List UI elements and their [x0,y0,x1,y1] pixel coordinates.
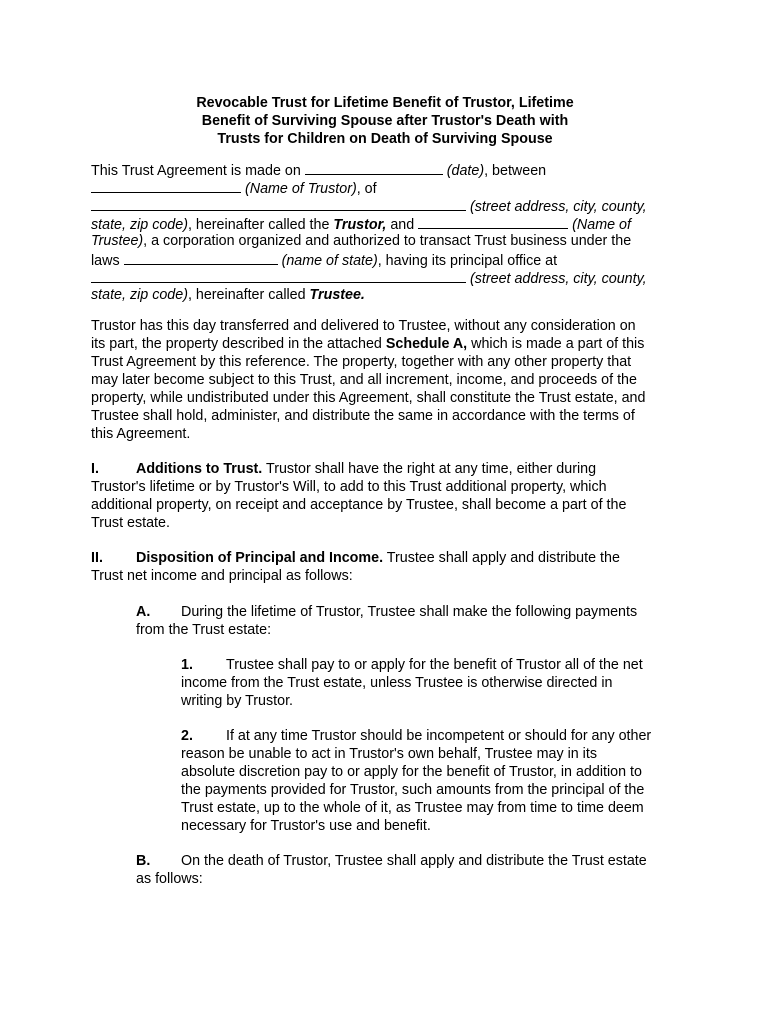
date-blank[interactable] [305,160,443,175]
intro-line-6: laws (name of state), having its principal office at [91,250,557,270]
section1-line-4: Trust estate. [91,515,170,531]
section1-line-3: additional property, on receipt and acceptance by Trustee, shall become a part of the [91,497,627,513]
para2-line-1: Trustor has this day transferred and delivered to Trustee, without any consideration on [91,318,636,334]
subB-line-2: as follows: [136,871,203,887]
subA-line-2: from the Trust estate: [136,622,272,638]
subB-line-1: B. On the death of Trustor, Trustee shall apply and distribute the Trust estate [136,853,647,869]
section1-line-2: Trustor's lifetime or by Trustor's Will, to add to this Trust additional property, which [91,479,607,495]
item2-line-5: Trust estate, up to the whole of it, as Trustee may from time to time deem [181,800,644,816]
trustee-name-blank[interactable] [418,214,568,229]
item2-line-4: the payments provided for Trustor, such amounts from the principal of the [181,782,645,798]
section2-line-1: II. Disposition of Principal and Income. Trustee shall apply and distribute the [91,550,620,566]
section2-line-2: Trust net income and principal as follows: [91,568,353,584]
item2-line-1: 2. If at any time Trustor should be incompetent or should for any other [181,728,652,744]
item2-line-6: necessary for Trustor's use and benefit. [181,818,431,834]
para2-line-6: Trustee shall hold, administer, and distribute the same in accordance with the terms of [91,408,635,424]
item1-line-2: income from the Trust estate, unless Trustee is otherwise directed in [181,675,613,691]
subA-line-1: A. During the lifetime of Trustor, Trustee shall make the following payments [136,604,638,620]
trustor-address-blank[interactable] [91,196,466,211]
trustee-address-blank[interactable] [91,268,466,283]
intro-line-7: (street address, city, county, [91,268,647,288]
title-line-3: Trusts for Children on Death of Surviving Spouse [217,131,553,147]
intro-line-3: (street address, city, county, [91,196,647,216]
intro-line-1: This Trust Agreement is made on (date), between [91,160,546,180]
item1-line-3: writing by Trustor. [181,693,294,709]
title-line-1: Revocable Trust for Lifetime Benefit of Trustor, Lifetime [196,95,574,111]
para2-line-2: its part, the property described in the attached Schedule A, which is made a part of this [91,336,645,352]
item2-line-3: absolute discretion pay to or apply for the benefit of Trustor, in addition to [181,764,642,780]
intro-line-2: (Name of Trustor), of [91,178,377,198]
item1-line-1: 1. Trustee shall pay to or apply for the benefit of Trustor all of the net [181,657,643,673]
section1-line-1: I. Additions to Trust. Trustor shall have the right at any time, either during [91,461,597,477]
intro-line-5: Trustee), a corporation organized and authorized to transact Trust business under the [91,233,632,249]
title-line-2: Benefit of Surviving Spouse after Trustor's Death with [201,113,569,129]
para2-line-7: this Agreement. [91,426,191,442]
para2-line-3: Trust Agreement by this reference. The property, together with any other property that [91,354,632,370]
para2-line-5: property, while undistributed under this Agreement, shall constitute the Trust estate, and [91,390,646,406]
item2-line-2: reason be unable to act in Trustor's own behalf, Trustee may in its [181,746,597,762]
intro-line-4: state, zip code), hereinafter called the Trustor, and (Name of [91,214,631,234]
para2-line-4: may later become subject to this Trust, and all increment, income, and proceeds of the [91,372,637,388]
state-blank[interactable] [124,250,278,265]
intro-line-8: state, zip code), hereinafter called Trustee. [91,287,365,303]
document-title [0,94,770,148]
trustor-name-blank[interactable] [91,178,241,193]
